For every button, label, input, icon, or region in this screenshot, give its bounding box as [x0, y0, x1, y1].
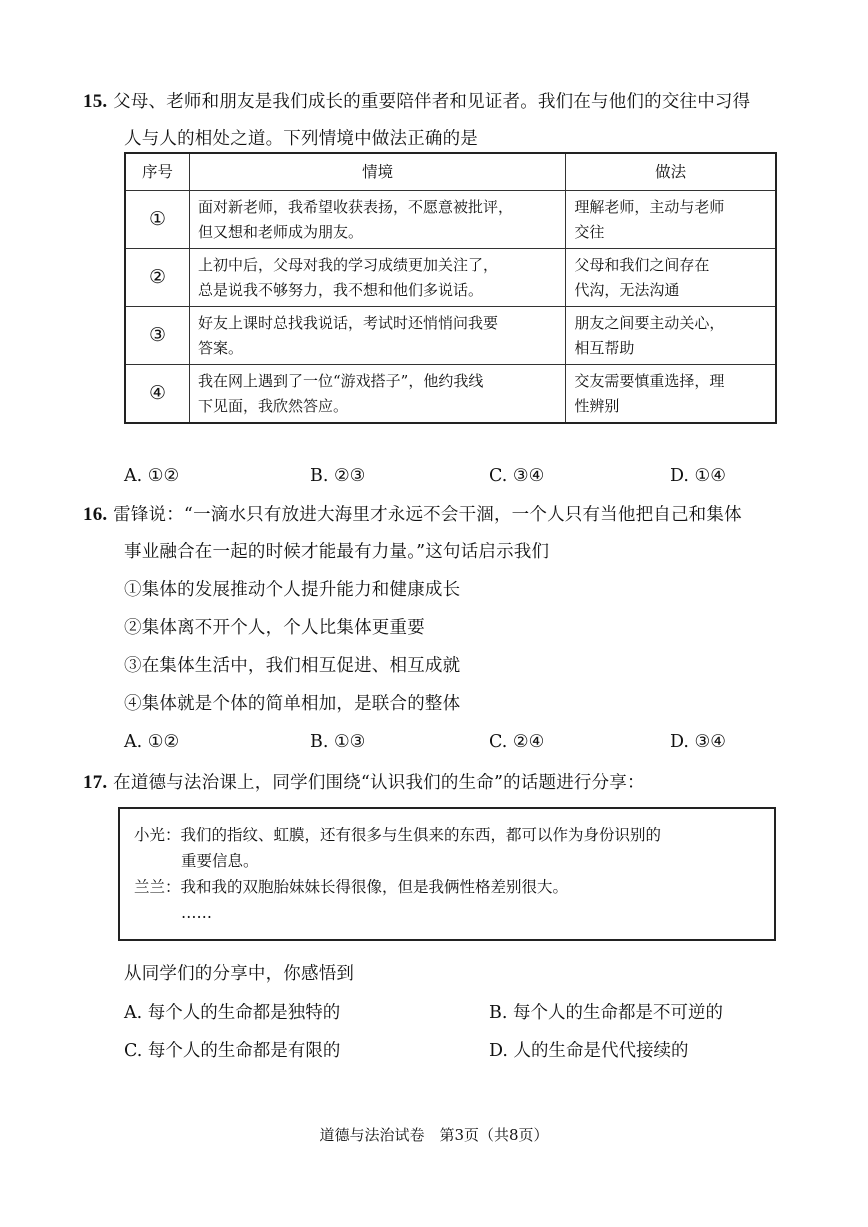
action-line: 父母和我们之间存在	[574, 255, 710, 274]
share-line: 兰兰：我和我的双胞胎妹妹长得很像，但是我俩性格差别很大。	[134, 878, 569, 896]
page-footer: 道德与法治试卷 第3页（共8页）	[319, 1126, 549, 1144]
option-a[interactable]: A. ①②	[124, 466, 180, 486]
row-number: ②	[125, 249, 190, 307]
action-line: 代沟，无法沟通	[574, 280, 680, 299]
option-b[interactable]: B. ①③	[310, 732, 366, 752]
action-line: 相互帮助	[574, 338, 635, 357]
action-line: 理解老师，主动与老师	[574, 197, 725, 216]
q16-statement-1: ①集体的发展推动个人提升能力和健康成长	[124, 580, 461, 600]
action-line: 交往	[574, 222, 605, 241]
scenario-line: 答案。	[198, 338, 244, 357]
q15-stem-line2: 人与人的相处之道。下列情境中做法正确的是	[124, 129, 478, 149]
table-row	[125, 307, 776, 365]
action-line: 朋友之间要主动关心，	[574, 313, 725, 332]
q17-options-row2	[124, 1039, 764, 1063]
q17-prompt: 从同学们的分享中，你感悟到	[124, 964, 355, 984]
row-action	[566, 307, 776, 365]
q15-options	[124, 464, 764, 488]
q17-stem-line	[83, 771, 645, 795]
row-number: ④	[125, 365, 190, 424]
scenario-line: 下见面，我欣然答应。	[198, 396, 349, 415]
row-scenario	[190, 191, 566, 249]
scenario-line: 但又想和老师成为朋友。	[198, 222, 364, 241]
option-b[interactable]: B. 每个人的生命都是不可逆的	[489, 1003, 723, 1023]
option-b[interactable]: B. ②③	[310, 466, 366, 486]
scenario-line: 总是说我不够努力，我不想和他们多说话。	[198, 280, 484, 299]
row-number: ③	[125, 307, 190, 365]
q17-options-row1	[124, 1001, 764, 1025]
q16-options	[124, 730, 764, 754]
q15-stem-line1	[83, 90, 750, 114]
table-row	[125, 249, 776, 307]
q15-stem-text1: 父母、老师和朋友是我们成长的重要陪伴者和见证者。我们在与他们的交往中习得	[113, 92, 751, 112]
row-action	[566, 191, 776, 249]
q17-number: 17.	[83, 772, 108, 793]
q17-share-box	[118, 807, 776, 941]
q17-stem-text: 在道德与法治课上，同学们围绕“认识我们的生命”的话题进行分享：	[113, 773, 645, 793]
row-action	[566, 365, 776, 424]
q16-statement-3: ③在集体生活中，我们相互促进、相互成就	[124, 656, 461, 676]
scenario-line: 面对新老师，我希望收获表扬，不愿意被批评，	[198, 197, 514, 216]
row-action	[566, 249, 776, 307]
share-line: 重要信息。	[181, 852, 259, 870]
option-d[interactable]: D. ③④	[670, 732, 726, 752]
header-scenario: 情境	[190, 153, 566, 191]
option-d[interactable]: D. ①④	[670, 466, 726, 486]
option-d[interactable]: D. 人的生命是代代接续的	[489, 1041, 689, 1061]
option-c[interactable]: C. ③④	[489, 466, 545, 486]
header-number: 序号	[125, 153, 190, 191]
row-scenario	[190, 365, 566, 424]
table-row	[125, 365, 776, 424]
table-header-row	[125, 153, 776, 191]
table-row	[125, 191, 776, 249]
q15-number: 15.	[83, 91, 108, 112]
q16-stem-line1	[83, 503, 742, 527]
row-number: ①	[125, 191, 190, 249]
q15-scenario-table	[124, 152, 777, 424]
action-line: 交友需要慎重选择，理	[574, 371, 725, 390]
row-scenario	[190, 249, 566, 307]
option-a[interactable]: A. 每个人的生命都是独特的	[124, 1003, 341, 1023]
q16-number: 16.	[83, 504, 108, 525]
share-ellipsis: ……	[181, 904, 212, 922]
q16-statement-2: ②集体离不开个人，个人比集体更重要	[124, 618, 425, 638]
scenario-line: 我在网上遇到了一位“游戏搭子”，他约我线	[198, 371, 484, 390]
q16-stem-text1: 雷锋说：“一滴水只有放进大海里才永远不会干涸，一个人只有当他把自己和集体	[113, 505, 742, 525]
share-line: 小光：我们的指纹、虹膜，还有很多与生俱来的东西，都可以作为身份识别的	[134, 826, 662, 844]
option-c[interactable]: C. ②④	[489, 732, 545, 752]
q16-stem-line2: 事业融合在一起的时候才能最有力量。”这句话启示我们	[124, 542, 550, 562]
row-scenario	[190, 307, 566, 365]
header-action: 做法	[566, 153, 776, 191]
option-a[interactable]: A. ①②	[124, 732, 180, 752]
q16-statement-4: ④集体就是个体的简单相加，是联合的整体	[124, 694, 461, 714]
action-line: 性辨别	[574, 396, 620, 415]
scenario-line: 上初中后，父母对我的学习成绩更加关注了，	[198, 255, 499, 274]
option-c[interactable]: C. 每个人的生命都是有限的	[124, 1041, 341, 1061]
scenario-line: 好友上课时总找我说话，考试时还悄悄问我要	[198, 313, 499, 332]
